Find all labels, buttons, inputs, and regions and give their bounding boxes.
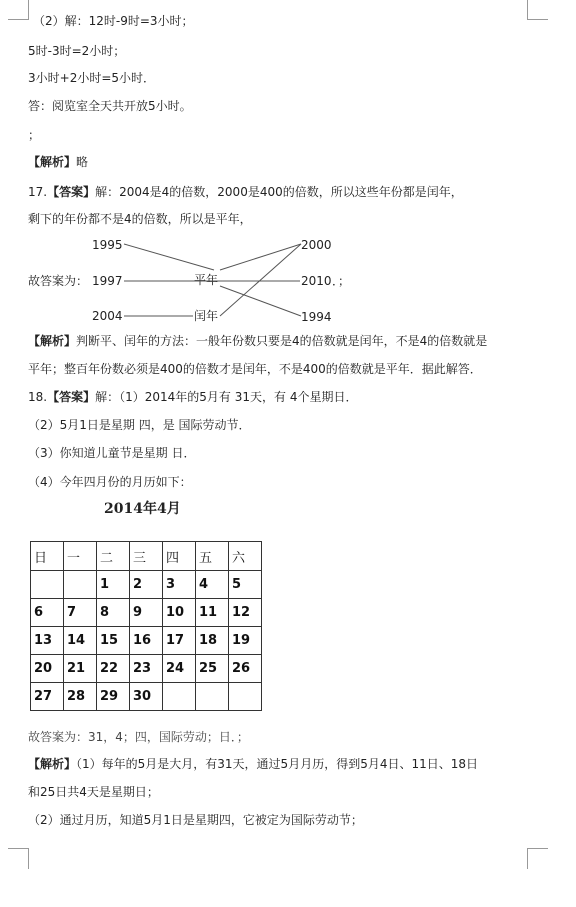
left-year-label: 2004 (92, 309, 123, 323)
question-number: 18. (28, 390, 48, 404)
answer-tag: 【答案】 (47, 390, 96, 404)
calendar-day (163, 683, 196, 711)
text-line: ； (28, 128, 41, 142)
calendar-day: 24 (163, 655, 196, 683)
right-year-label: 2010 (301, 274, 332, 288)
connector-line (220, 286, 301, 316)
text-line: 5时-3时=2小时； (28, 44, 126, 58)
crop-mark-top-right (527, 0, 548, 20)
connector-line (124, 244, 214, 270)
calendar-day: 9 (130, 599, 163, 627)
weekday-header: 四 (163, 542, 196, 571)
calendar-day: 18 (196, 627, 229, 655)
calendar-day: 12 (229, 599, 262, 627)
diagram-prefix: 故答案为： (28, 274, 89, 288)
question-number: 17. (28, 185, 48, 199)
text-line: （2）解：12时-9时=3小时； (33, 14, 194, 28)
analysis-text: （1）每年的5月是大月，有31天，通过5月月历，得到5月4日、11日、18日 (76, 757, 479, 771)
calendar-day: 17 (163, 627, 196, 655)
middle-label: 闰年 (194, 309, 219, 323)
calendar-day: 3 (163, 571, 196, 599)
calendar-day (31, 571, 64, 599)
calendar-day: 25 (196, 655, 229, 683)
weekday-header: 五 (196, 542, 229, 571)
left-year-label: 1997 (92, 274, 123, 288)
calendar-day: 7 (64, 599, 97, 627)
calendar-day: 6 (31, 599, 64, 627)
text-line: 3小时+2小时=5小时． (28, 71, 156, 85)
text-line: 剩下的年份都不是4的倍数，所以是平年， (28, 212, 252, 226)
answer-18-line (28, 389, 357, 405)
weekday-header: 二 (97, 542, 130, 571)
calendar-day: 19 (229, 627, 262, 655)
calendar-day (64, 571, 97, 599)
calendar-day: 21 (64, 655, 97, 683)
calendar-day: 23 (130, 655, 163, 683)
answer-text: 解：（1）2014年的5月有 31天，有 4个星期日． (95, 390, 358, 404)
weekday-header: 三 (130, 542, 163, 571)
calendar-day (229, 683, 262, 711)
calendar-week-row (31, 627, 262, 655)
calendar-day: 30 (130, 683, 163, 711)
calendar-day: 26 (229, 655, 262, 683)
calendar-day: 8 (97, 599, 130, 627)
answer-17-line (28, 184, 463, 200)
text-line: （2）5月1日是星期 四，是 国际劳动节． (28, 418, 251, 432)
text-line: 平年；整百年份数必须是400的倍数才是闰年，不是400的倍数就是平年．据此解答． (28, 362, 482, 376)
calendar-day: 11 (196, 599, 229, 627)
calendar-day (196, 683, 229, 711)
middle-label: 平年 (194, 273, 219, 287)
connector-line (220, 244, 301, 270)
analysis-text: 判断平、闰年的方法：一般年份数只要是4的倍数就是闰年，不是4的倍数就是 (76, 334, 488, 348)
crop-mark-bottom-left (8, 848, 29, 869)
text-line: （4）今年四月份的月历如下： (28, 475, 192, 489)
calendar-week-row (31, 683, 262, 711)
calendar-day: 5 (229, 571, 262, 599)
connector-line (220, 244, 301, 316)
calendar-day: 27 (31, 683, 64, 711)
calendar-week-row (31, 571, 262, 599)
text-line: 故答案为：31，4；四，国际劳动；日．； (28, 730, 249, 744)
calendar-header-row (31, 542, 262, 571)
answer-tag: 【答案】 (47, 185, 96, 199)
analysis-line (28, 154, 88, 170)
weekday-header: 一 (64, 542, 97, 571)
text-line: （2）通过月历，知道5月1日是星期四，它被定为国际劳动节； (28, 813, 363, 827)
calendar-day: 29 (97, 683, 130, 711)
calendar-week-row (31, 655, 262, 683)
calendar-day: 14 (64, 627, 97, 655)
right-year-label: 1994 (301, 310, 332, 324)
text-line: （3）你知道儿童节是星期 日． (28, 446, 196, 460)
calendar-table (30, 541, 262, 711)
calendar-day: 2 (130, 571, 163, 599)
analysis-tag: 【解析】 (28, 757, 77, 771)
calendar-day: 10 (163, 599, 196, 627)
year-matching-diagram (0, 232, 576, 332)
analysis-text: 略 (76, 155, 89, 169)
calendar-day: 1 (97, 571, 130, 599)
crop-mark-top-left (8, 0, 29, 20)
calendar-day: 22 (97, 655, 130, 683)
calendar-day: 20 (31, 655, 64, 683)
answer-text: 解：2004是4的倍数，2000是400的倍数，所以这些年份都是闰年， (95, 185, 463, 199)
text-line: 答：阅览室全天共开放5小时。 (28, 99, 192, 113)
weekday-header: 日 (31, 542, 64, 571)
analysis-line (28, 333, 487, 349)
calendar-day: 13 (31, 627, 64, 655)
analysis-tag: 【解析】 (28, 155, 77, 169)
calendar-day: 16 (130, 627, 163, 655)
crop-mark-bottom-right (527, 848, 548, 869)
analysis-line (28, 756, 478, 772)
calendar-day: 4 (196, 571, 229, 599)
calendar-title: 2014年4月 (104, 501, 181, 517)
weekday-header: 六 (229, 542, 262, 571)
calendar-day: 28 (64, 683, 97, 711)
calendar-week-row (31, 599, 262, 627)
diagram-suffix: ．； (332, 274, 351, 288)
text-line: 和25日共4天是星期日； (28, 785, 159, 799)
calendar-day: 15 (97, 627, 130, 655)
left-year-label: 1995 (92, 238, 123, 252)
right-year-label: 2000 (301, 238, 332, 252)
analysis-tag: 【解析】 (28, 334, 77, 348)
